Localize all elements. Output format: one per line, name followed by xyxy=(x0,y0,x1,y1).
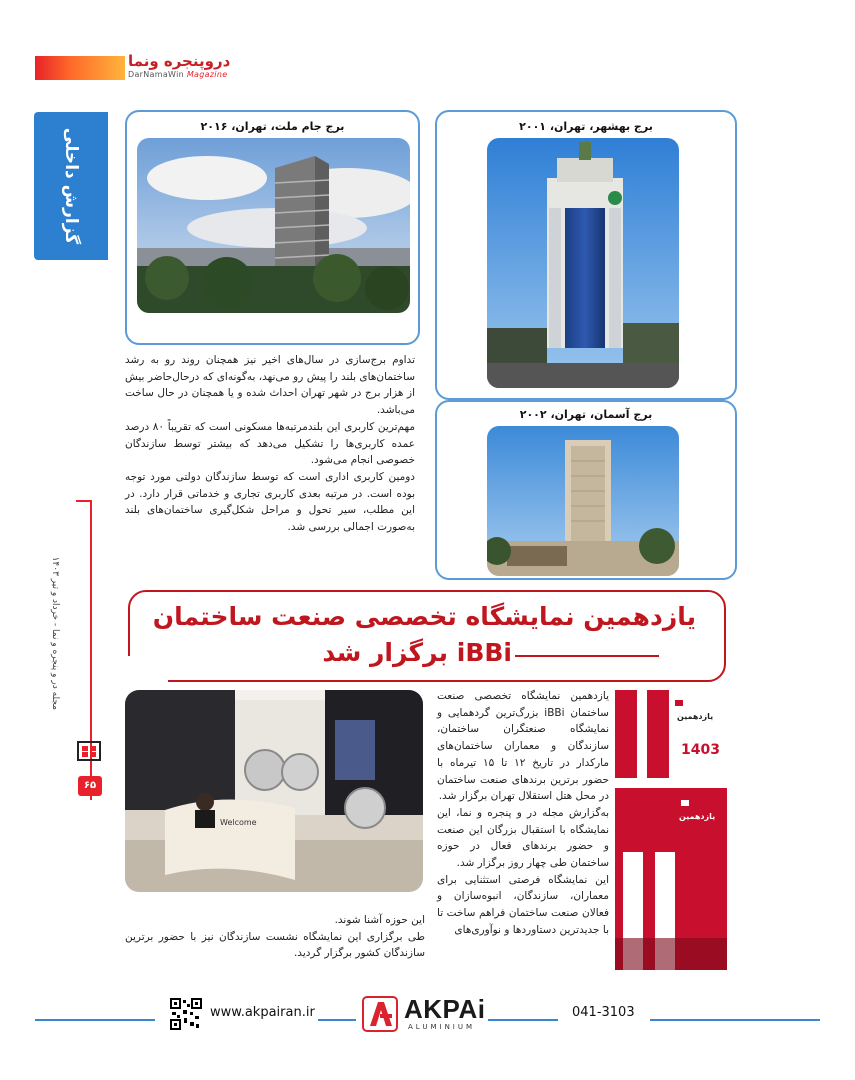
headline-rule xyxy=(515,655,659,657)
photo-caption-behshahr: برج بهشهر، تهران، ۲۰۰۱ xyxy=(519,120,653,133)
poster-2-title: یازدهمین xyxy=(679,812,716,821)
footer-rule-right xyxy=(650,1019,820,1021)
photo-card-jam xyxy=(125,110,420,345)
article-bottom-p5: طی برگزاری این نمایشگاه نشست سازندگان نیز با حضور برترین سازندگان کشور برگزار گردید. xyxy=(125,930,425,960)
footer-rule-mid-right xyxy=(488,1019,558,1021)
article-top-p3: دومین کاربری اداری است که توسط سازندگان دولتی مورد توجه بوده است. در مرتبه بعدی کاربری تجاری و خدماتی قرار دارد. در این مطلب، سیر تحول و مراحل شکل‌گیری ساختمان‌های بلند به‌صورت اجمالی بررسی شد. xyxy=(125,470,415,534)
poster-1-year: 1403 xyxy=(681,742,720,758)
headline-line-2: iBBi برگزار شد xyxy=(322,638,512,667)
window-frame-icon xyxy=(76,738,102,764)
headline-frame-notch xyxy=(128,656,168,686)
article-bottom-p4: این حوزه آشنا شوند. xyxy=(334,914,425,926)
qr-code-icon xyxy=(170,998,202,1030)
exhibition-poster-1 xyxy=(615,690,727,778)
exhibition-booth-photo xyxy=(125,690,423,892)
aseman-tower-photo xyxy=(487,426,679,576)
booth-welcome-sign: Welcome xyxy=(220,818,257,827)
article-bottom-continued xyxy=(125,912,425,962)
photo-caption-jam: برج جام ملت، تهران، ۲۰۱۶ xyxy=(200,120,345,133)
magazine-logo: دروپنجره ونما xyxy=(128,52,231,70)
header-color-stripe xyxy=(35,56,125,80)
margin-tick xyxy=(76,500,92,502)
article-top-p1: تداوم برج‌سازی در سال‌های اخیر نیز همچنان روند رو به رشد ساختمان‌های بلند را پیش رو می‌نهد، به‌گونه‌ای که درحال‌حاضر بیش از هزار برج در شهر تهران احداث شده و یا همچنان در حال ساخت می‌باشد. xyxy=(125,354,415,417)
footer-brand: AKPAi xyxy=(404,994,486,1024)
article-bottom-p3: این نمایشگاه فرصتی استثنایی برای معماران، سازندگان، انبوه‌سازان و فعالان صنعت ساختمان فراهم ساخت تا با جدیدترین دستاوردها و نوآوری‌های xyxy=(437,873,609,936)
poster-1-graphic xyxy=(615,690,727,778)
article-bottom xyxy=(437,688,609,939)
footer-brand-sub: ALUMINIUM xyxy=(408,1023,476,1031)
footer-website[interactable]: www.akpairan.ir xyxy=(210,1005,315,1020)
behshahr-tower-photo xyxy=(487,138,679,388)
footer-phone: 041-3103 xyxy=(572,1005,635,1020)
page-number: ۶۵ xyxy=(78,776,102,796)
exhibition-poster-2 xyxy=(615,788,727,970)
article-bottom-p2: به‌گزارش مجله در و پنجره و نما، این نمایشگاه با استقبال بزرگان این صنعت و حضور برندهای فعال در حوزه ساختمان طی چهار روز برگزار شد. xyxy=(437,806,609,870)
photo-card-aseman xyxy=(435,400,737,580)
article-top-p2: مهم‌ترین کاربری این بلندمرتبه‌ها مسکونی است که تقریباً ۸۰ درصد عمده کاربری‌ها را تشکیل می‌دهد که بیشتر توسط سازندگان خصوصی انجام می‌شود. xyxy=(125,420,415,467)
logo-sub-magazine: Magazine xyxy=(186,70,228,79)
magazine-logo-subtitle xyxy=(128,70,227,79)
photo-card-behshahr xyxy=(435,110,737,400)
article-top xyxy=(125,352,415,536)
section-tab xyxy=(34,112,108,260)
akpai-logo-icon xyxy=(362,996,398,1032)
headline-box xyxy=(128,590,726,682)
logo-sub-brand: DarNamaWin xyxy=(128,70,184,79)
footer-rule-mid-left xyxy=(318,1019,356,1021)
poster-1-title: یازدهمین xyxy=(677,712,714,721)
issue-info: مجله در و پنجره و نما - خرداد و تیر ۱۴۰۳ xyxy=(50,556,60,710)
jam-tower-photo xyxy=(137,138,410,313)
article-bottom-p1: یازدهمین نمایشگاه تخصصی صنعت ساختمان iBBi بزرگ‌ترین گردهمایی و نمایشگاه صنعتگران ساختمان، سازندگان و معماران ساختمان‌های ماركدار در تاریخ ۱۲ تا ۱۵ تیرماه با حضور برترین برندهای صنعت ساختمان در محل هتل استقلال تهران برگزار شد. xyxy=(437,690,609,803)
booth-illustration xyxy=(125,690,423,892)
section-label: گزارش داخلی xyxy=(61,127,81,245)
photo-caption-aseman: برج آسمان، تهران، ۲۰۰۲ xyxy=(519,408,653,421)
footer-rule-left xyxy=(35,1019,155,1021)
headline-line-1: یازدهمین نمایشگاه تخصصی صنعت ساختمان xyxy=(152,602,696,631)
